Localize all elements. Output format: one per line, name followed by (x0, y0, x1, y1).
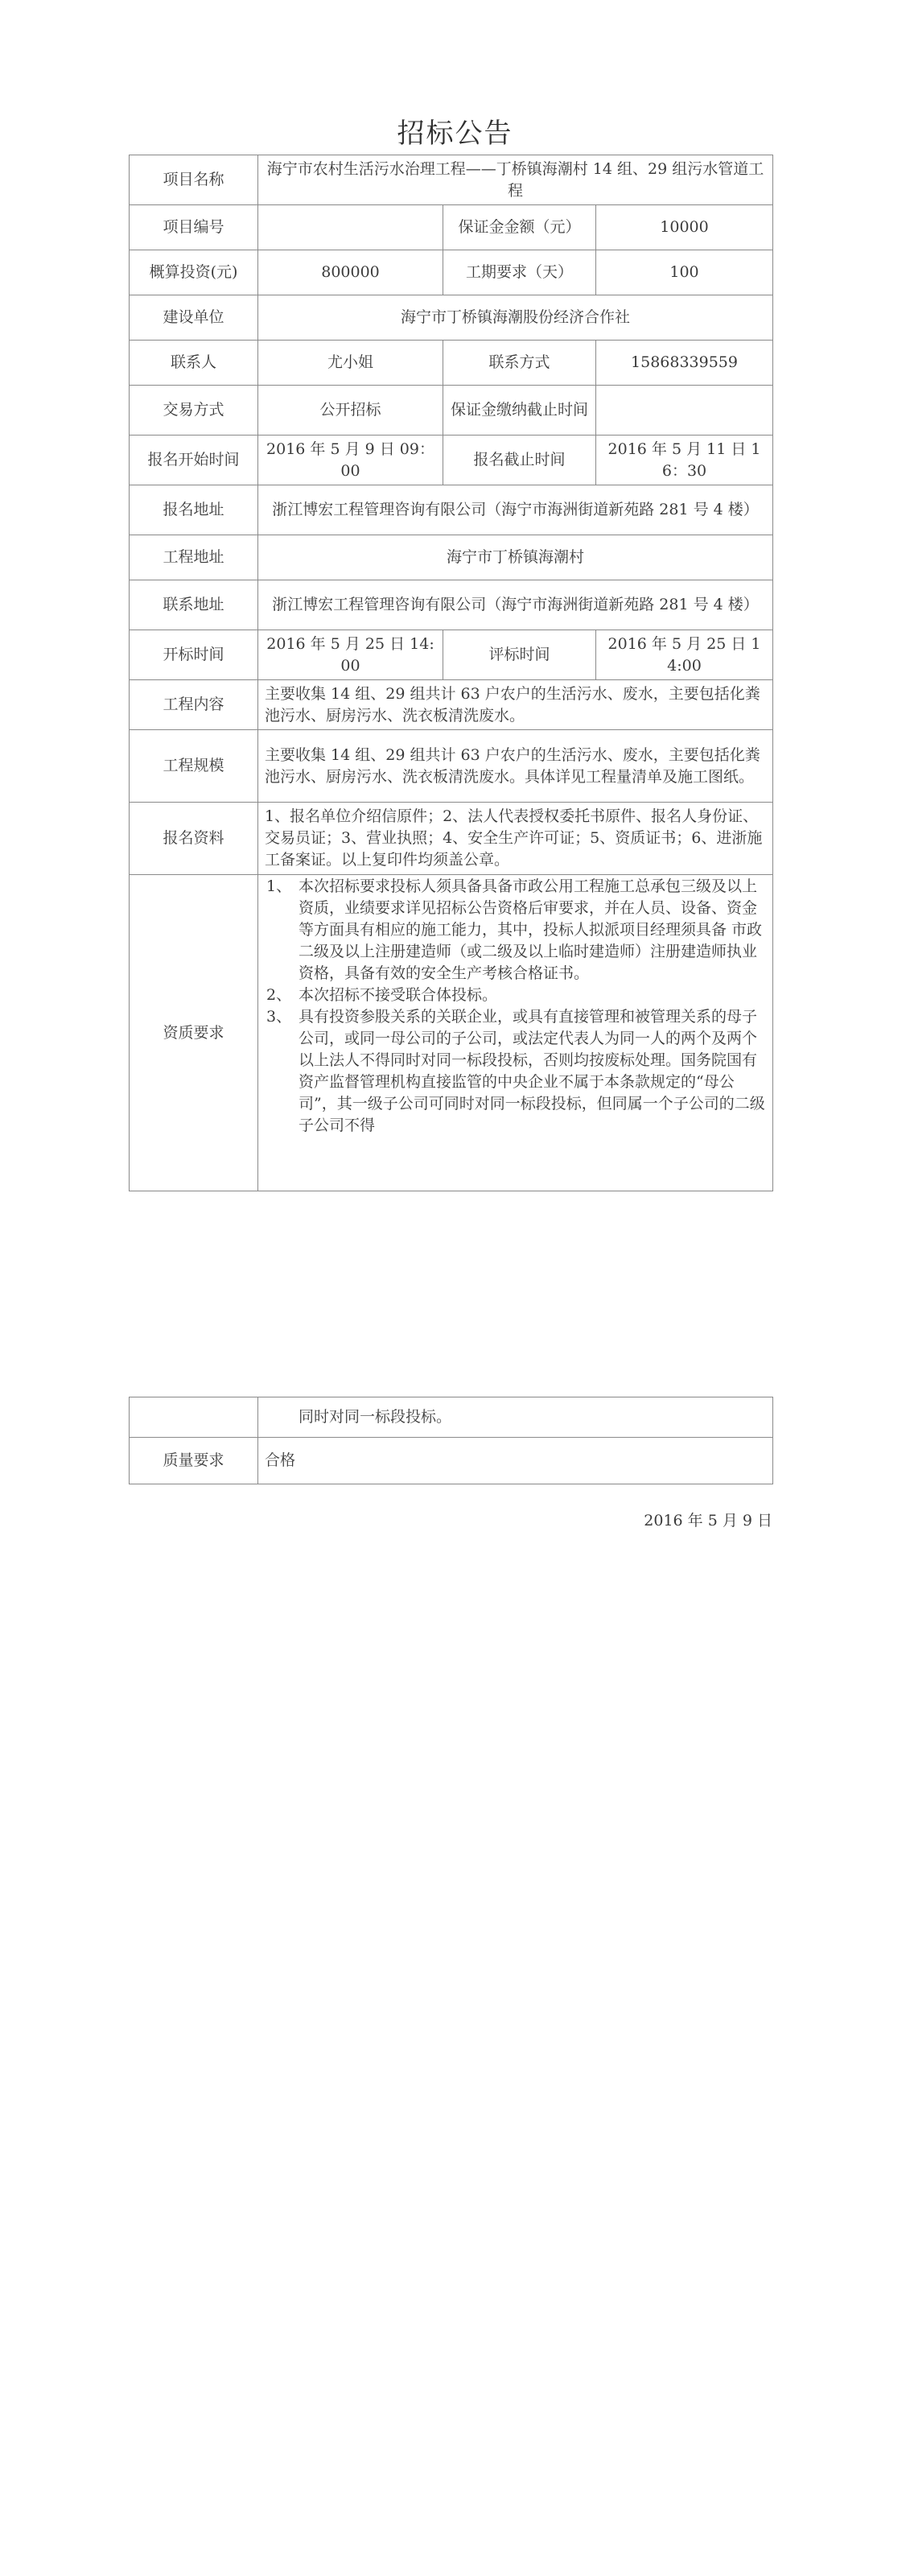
label-contact: 联系人 (130, 341, 258, 386)
label-content: 工程内容 (130, 680, 258, 730)
value-quality: 合格 (258, 1438, 773, 1484)
row-site (130, 535, 773, 580)
value-deposit-deadline (596, 386, 773, 436)
value-signup-end: 2016 年 5 月 11 日 16：30 (596, 436, 773, 485)
label-evaluation: 评标时间 (443, 630, 596, 680)
value-qualification-continued: 同时对同一标段投标。 (258, 1397, 773, 1438)
value-qualification (258, 875, 773, 1191)
qualification-item (265, 1006, 766, 1137)
label-period: 工期要求（天） (443, 250, 596, 295)
value-period: 100 (596, 250, 773, 295)
label-quality: 质量要求 (130, 1438, 258, 1484)
row-opening (130, 630, 773, 680)
qualification-item-number: 2、 (266, 986, 292, 1004)
row-signup-time (130, 436, 773, 485)
qualification-item-text: 本次招标不接受联合体投标。 (299, 986, 498, 1004)
value-scale: 主要收集 14 组、29 组共计 63 户农户的生活污水、废水，主要包括化粪池污水、厨房污水、洗衣板清洗废水。具体详见工程量清单及施工图纸。 (258, 730, 773, 803)
label-project-name: 项目名称 (130, 155, 258, 205)
label-phone: 联系方式 (443, 341, 596, 386)
tender-info-table (129, 155, 773, 1191)
value-project-name: 海宁市农村生活污水治理工程——丁桥镇海潮村 14 组、29 组污水管道工程 (258, 155, 773, 205)
value-signup-address: 浙江博宏工程管理咨询有限公司（海宁市海洲街道新苑路 281 号 4 楼） (258, 485, 773, 535)
value-phone: 15868339559 (596, 341, 773, 386)
value-owner: 海宁市丁桥镇海潮股份经济合作社 (258, 295, 773, 341)
qualification-item-text: 具有投资参股关系的关联企业，或具有直接管理和被管理关系的母子公司，或同一母公司的子公司，或法定代表人为同一人的两个及两个以上法人不得同时对同一标段投标，否则均按废标处理。国务院国有资产监督管理机构直接监管的中央企业不属于本条款规定的“母公司”，其一级子公司可同时对同一标段投标，但同属一个子公司的二级子公司不得 (299, 1008, 765, 1134)
row-qualification-continued (130, 1397, 773, 1438)
value-trade: 公开招标 (258, 386, 443, 436)
label-site: 工程地址 (130, 535, 258, 580)
label-owner: 建设单位 (130, 295, 258, 341)
value-deposit: 10000 (596, 205, 773, 250)
label-deposit-deadline: 保证金缴纳截止时间 (443, 386, 596, 436)
label-deposit: 保证金金额（元） (443, 205, 596, 250)
tender-info-table-continued (129, 1397, 773, 1484)
row-project-no (130, 205, 773, 250)
row-materials (130, 803, 773, 875)
label-qualification-continued (130, 1397, 258, 1438)
announcement-date: 2016 年 5 月 9 日 (644, 1512, 772, 1530)
qualification-item-text: 本次招标要求投标人须具备具备市政公用工程施工总承包三级及以上资质，业绩要求详见招标公告资格后审要求，并在人员、设备、资金等方面具有相应的施工能力，其中，投标人拟派项目经理须具备 市政二级及以上注册建造师（或二级及以上临时建造师）注册建造师执业资格，具备有效的安全生产考核合格证书。 (299, 877, 763, 982)
row-quality (130, 1438, 773, 1484)
row-scale (130, 730, 773, 803)
row-owner (130, 295, 773, 341)
label-materials: 报名资料 (130, 803, 258, 875)
value-project-no (258, 205, 443, 250)
label-trade: 交易方式 (130, 386, 258, 436)
label-scale: 工程规模 (130, 730, 258, 803)
label-opening: 开标时间 (130, 630, 258, 680)
page-title: 招标公告 (397, 118, 513, 150)
qualification-item (265, 985, 766, 1006)
qualification-item-number: 3、 (266, 1008, 292, 1026)
label-project-no: 项目编号 (130, 205, 258, 250)
row-content (130, 680, 773, 730)
label-contact-address: 联系地址 (130, 580, 258, 630)
value-contact: 尤小姐 (258, 341, 443, 386)
value-contact-address: 浙江博宏工程管理咨询有限公司（海宁市海洲街道新苑路 281 号 4 楼） (258, 580, 773, 630)
row-budget (130, 250, 773, 295)
value-signup-start: 2016 年 5 月 9 日 09：00 (258, 436, 443, 485)
row-signup-address (130, 485, 773, 535)
row-project-name (130, 155, 773, 205)
qualification-item (265, 876, 766, 985)
row-qualification (130, 875, 773, 1191)
value-site: 海宁市丁桥镇海潮村 (258, 535, 773, 580)
qualification-item-number: 1、 (266, 877, 292, 895)
row-contact-address (130, 580, 773, 630)
label-signup-start: 报名开始时间 (130, 436, 258, 485)
label-budget: 概算投资(元) (130, 250, 258, 295)
label-signup-address: 报名地址 (130, 485, 258, 535)
value-content: 主要收集 14 组、29 组共计 63 户农户的生活污水、废水，主要包括化粪池污水、厨房污水、洗衣板清洗废水。 (258, 680, 773, 730)
label-signup-end: 报名截止时间 (443, 436, 596, 485)
label-qualification: 资质要求 (130, 875, 258, 1191)
row-contact (130, 341, 773, 386)
value-budget: 800000 (258, 250, 443, 295)
value-materials: 1、报名单位介绍信原件；2、法人代表授权委托书原件、报名人身份证、交易员证；3、营业执照；4、安全生产许可证；5、资质证书；6、进浙施工备案证。以上复印件均须盖公章。 (258, 803, 773, 875)
qualification-list (265, 876, 766, 1137)
value-opening: 2016 年 5 月 25 日 14:00 (258, 630, 443, 680)
row-trade (130, 386, 773, 436)
value-evaluation: 2016 年 5 月 25 日 14:00 (596, 630, 773, 680)
